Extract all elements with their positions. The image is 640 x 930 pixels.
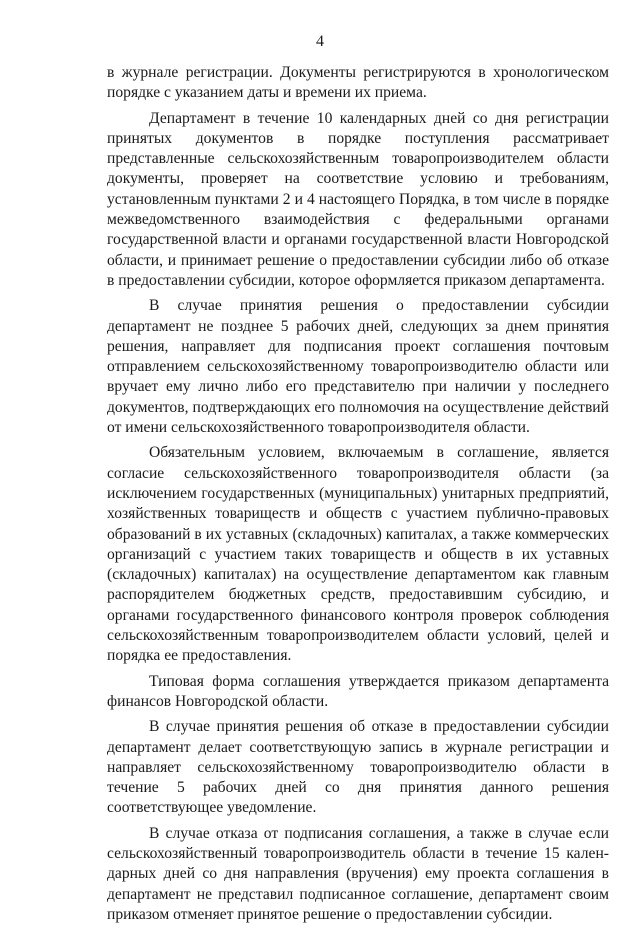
paragraph-agreement-sending: В случае принятия решения о предоставлении субсидии департамент не позднее 5 рабочих дней, следующих за днем принятия решения, направляет для подписания проект соглашения почтовым отправлением сельскохозяйственному товаропроизводителю области или вручает ему лично либо его представителю при наличии у последнего документов, подтверждающих его полномочия на осуществление действий от имени сельскохозяйственного товаропроизводителя области. bbox=[107, 297, 609, 437]
paragraph-standard-form: Типовая форма соглашения утверждается приказом департамента финансов Новгородской области. bbox=[107, 672, 609, 710]
page-number: 4 bbox=[316, 33, 324, 50]
paragraph-review-deadline: Департамент в течение 10 календарных дней со дня регистрации принятых документов в порядке поступления рассматривает представленные сельскохозяйственным товаропроизводителем области документы, проверяет на соответствие условию и требованиям, установленным пунктами 2 и 4 настоящего Порядка, в том числе в порядке межведомственного взаимодействия с федеральными органами государственной власти и органами государственной власти Новгородской области, и принимает решение о предоставлении субсидии либо об отказе в предоставлении субсидии, которое оформляется приказом департамента. bbox=[107, 109, 609, 289]
document-body bbox=[107, 63, 609, 930]
paragraph-signing-refusal: В случае отказа от подписания соглашения, а также в случае если сельскохозяйственный товаропроизводитель области в течение 15 календарных дней со дня направления (вручения) ему проекта соглашения в департамент не представил подписанное соглашение, департамент своим приказом отменяет принятое решение о предоставлении субсидии. bbox=[107, 824, 609, 923]
paragraph-continuation: в журнале регистрации. Документы регистрируются в хронологическом порядке с указанием даты и времени их приема. bbox=[107, 64, 609, 102]
paragraph-refusal-decision: В случае принятия решения об отказе в предоставлении субсидии департамент делает соответствующую запись в журнале регистрации и направляет сельскохозяйственному товаропроизводителю области в течение 5 рабочих дней со дня принятия данного решения соответствующее уведомление. bbox=[107, 718, 609, 817]
paragraph-mandatory-condition: Обязательным условием, включаемым в соглашение, является согласие сельскохозяйственного товаропроизводителя области (за исключением государственных (муниципальных) унитарных предприятий, хозяйственных товариществ и обществ с участием публично-правовых образований в их уставных (складочных) капиталах, а также коммерческих организаций с участием таких товариществ и обществ в их уставных (складочных) капиталах) на осуществление департаментом как главным распорядителем бюджетных средств, предоставившим субсидию, и органами государственного финансового контроля проверок соблюдения сельскохозяйственным товаропроизводителем области условий, целей и порядка ее предоставления. bbox=[107, 444, 609, 665]
